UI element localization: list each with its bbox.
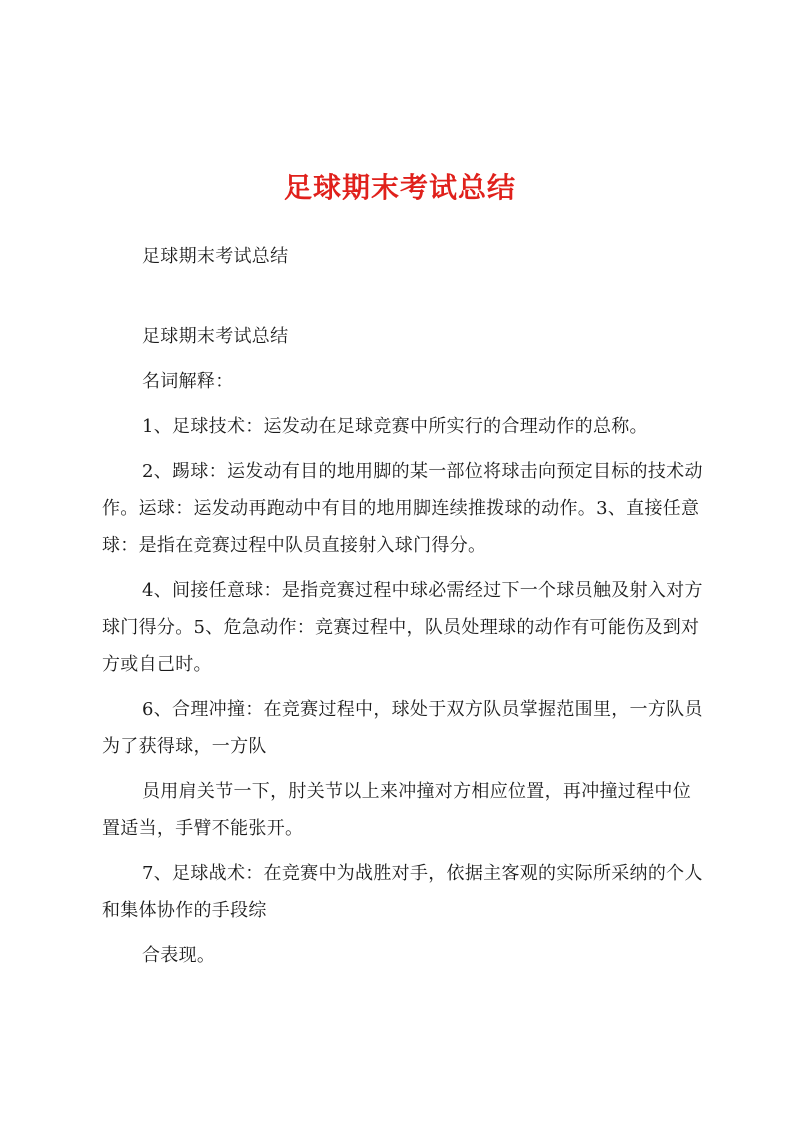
paragraph: 2、踢球：运发动有目的地用脚的某一部位将球击向预定目标的技术动作。运球：运发动再跑动中有目的地用脚连续推拨球的动作。3、直接任意球：是指在竞赛过程中队员直接射入球门得分。 — [102, 461, 703, 556]
section-label: 名词解释： — [142, 371, 234, 392]
paragraph: 4、间接任意球：是指竞赛过程中球必需经过下一个球员触及射入对方球门得分。5、危急动作：竞赛过程中，队员处理球的动作有可能伤及到对方或自己时。 — [102, 580, 703, 675]
heading-line: 足球期末考试总结 — [142, 326, 289, 347]
paragraph: 合表现。 — [142, 945, 216, 966]
paragraph: 7、足球战术：在竞赛中为战胜对手，依据主客观的实际所采纳的个人和集体协作的手段综 — [102, 863, 703, 921]
document-title: 足球期末考试总结 — [283, 171, 516, 204]
paragraph: 1、足球技术：运发动在足球竞赛中所实行的合理动作的总称。 — [142, 416, 648, 437]
document-body — [102, 238, 706, 974]
paragraph: 6、合理冲撞：在竞赛过程中，球处于双方队员掌握范围里，一方队员为了获得球，一方队 — [102, 699, 703, 757]
subtitle-line: 足球期末考试总结 — [142, 246, 289, 267]
paragraph: 员用肩关节一下，肘关节以上来冲撞对方相应位置，再冲撞过程中位置适当，手臂不能张开。 — [102, 781, 691, 839]
